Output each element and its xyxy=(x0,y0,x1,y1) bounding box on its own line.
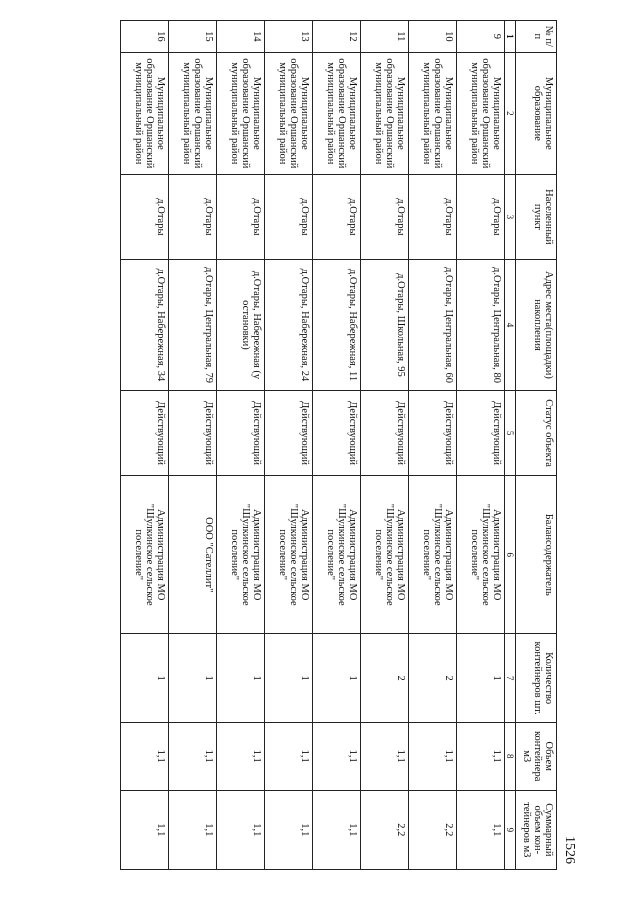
volume-cell: 1,1 xyxy=(265,722,313,790)
address-cell: д.Отары, Набережная, 11 xyxy=(313,259,361,390)
row-number: 13 xyxy=(265,21,313,53)
holder-cell: Администрация МО "Шулкинское сельское поселение" xyxy=(121,476,169,634)
settlement-cell: д.Отары xyxy=(217,174,265,259)
municipality-cell: Муниципальное образование Оршанский муниципальный район xyxy=(457,52,505,174)
column-number: 2 xyxy=(505,52,516,174)
total-volume-cell: 1,1 xyxy=(217,790,265,869)
row-number: 9 xyxy=(457,21,505,53)
header-cell: Суммарный объем кон-тейнеров м3 xyxy=(516,790,557,869)
address-cell: д.Отары, Центральная, 80 xyxy=(457,259,505,390)
municipality-cell: Муниципальное образование Оршанский муниципальный район xyxy=(313,52,361,174)
row-number: 12 xyxy=(313,21,361,53)
row-number: 14 xyxy=(217,21,265,53)
table-row xyxy=(457,21,505,870)
count-cell: 1 xyxy=(313,634,361,722)
holder-cell: Администрация МО "Шулкинское сельское поселение" xyxy=(313,476,361,634)
settlement-cell: д.Отары xyxy=(457,174,505,259)
header-cell: № п/п xyxy=(516,21,557,53)
row-number: 10 xyxy=(409,21,457,53)
header-row xyxy=(516,21,557,870)
municipality-cell: Муниципальное образование Оршанский муниципальный район xyxy=(265,52,313,174)
volume-cell: 1,1 xyxy=(409,722,457,790)
volume-cell: 1,1 xyxy=(313,722,361,790)
address-cell: д.Отары, Набережная, 34 xyxy=(121,259,169,390)
header-cell: Статус объекта xyxy=(516,391,557,476)
table-row xyxy=(169,21,217,870)
holder-cell: Администрация МО "Шулкинское сельское поселение" xyxy=(457,476,505,634)
address-cell: д.Отары, Центральная, 60 xyxy=(409,259,457,390)
count-cell: 1 xyxy=(457,634,505,722)
table-row xyxy=(409,21,457,870)
address-cell: д.Отары, Набережная (у остановки) xyxy=(217,259,265,390)
municipality-cell: Муниципальное образование Оршанский муниципальный район xyxy=(217,52,265,174)
column-number: 8 xyxy=(505,722,516,790)
status-cell: Действующий xyxy=(265,391,313,476)
settlement-cell: д.Отары xyxy=(265,174,313,259)
total-volume-cell: 1,1 xyxy=(121,790,169,869)
header-cell: Количество контейнеров шт. xyxy=(516,634,557,722)
header-cell: Населенный пункт xyxy=(516,174,557,259)
row-number: 15 xyxy=(169,21,217,53)
holder-cell: Администрация МО "Шулкинское сельское поселение" xyxy=(265,476,313,634)
count-cell: 1 xyxy=(121,634,169,722)
total-volume-cell: 1,1 xyxy=(169,790,217,869)
settlement-cell: д.Отары xyxy=(409,174,457,259)
header-cell: Муниципальное образование xyxy=(516,52,557,174)
total-volume-cell: 1,1 xyxy=(457,790,505,869)
status-cell: Действующий xyxy=(121,391,169,476)
settlement-cell: д.Отары xyxy=(313,174,361,259)
count-cell: 1 xyxy=(217,634,265,722)
table-row xyxy=(361,21,409,870)
status-cell: Действующий xyxy=(169,391,217,476)
column-number: 4 xyxy=(505,259,516,390)
column-number-row xyxy=(505,21,516,870)
column-number: 3 xyxy=(505,174,516,259)
holder-cell: Администрация МО "Шулкинское сельское поселение" xyxy=(217,476,265,634)
table-body xyxy=(121,21,505,870)
settlement-cell: д.Отары xyxy=(121,174,169,259)
rotated-page xyxy=(17,20,577,870)
table-row xyxy=(313,21,361,870)
status-cell: Действующий xyxy=(457,391,505,476)
status-cell: Действующий xyxy=(409,391,457,476)
volume-cell: 1,1 xyxy=(217,722,265,790)
volume-cell: 1,1 xyxy=(169,722,217,790)
holder-cell: ООО "Сателлит" xyxy=(169,476,217,634)
total-volume-cell: 2,2 xyxy=(409,790,457,869)
column-number: 6 xyxy=(505,476,516,634)
status-cell: Действующий xyxy=(361,391,409,476)
address-cell: д.Отары, Школьная, 95 xyxy=(361,259,409,390)
count-cell: 2 xyxy=(361,634,409,722)
address-cell: д.Отары, Набережная, 24 xyxy=(265,259,313,390)
table-row xyxy=(265,21,313,870)
waste-sites-table xyxy=(120,20,557,870)
municipality-cell: Муниципальное образование Оршанский муниципальный район xyxy=(361,52,409,174)
header-cell: Балансодержатель xyxy=(516,476,557,634)
total-volume-cell: 1,1 xyxy=(265,790,313,869)
page-number: 1526 xyxy=(562,836,577,864)
municipality-cell: Муниципальное образование Оршанский муниципальный район xyxy=(409,52,457,174)
count-cell: 1 xyxy=(265,634,313,722)
volume-cell: 1,1 xyxy=(361,722,409,790)
column-number: 1 xyxy=(505,21,516,53)
table-row xyxy=(121,21,169,870)
holder-cell: Администрация МО "Шулкинское сельское поселение" xyxy=(409,476,457,634)
total-volume-cell: 1,1 xyxy=(313,790,361,869)
row-number: 11 xyxy=(361,21,409,53)
count-cell: 2 xyxy=(409,634,457,722)
column-number: 9 xyxy=(505,790,516,869)
header-cell: Объем контейнера м3 xyxy=(516,722,557,790)
status-cell: Действующий xyxy=(217,391,265,476)
volume-cell: 1,1 xyxy=(457,722,505,790)
settlement-cell: д.Отары xyxy=(169,174,217,259)
header-cell: Адрес места(площадки) накопления xyxy=(516,259,557,390)
total-volume-cell: 2,2 xyxy=(361,790,409,869)
municipality-cell: Муниципальное образование Оршанский муниципальный район xyxy=(121,52,169,174)
volume-cell: 1,1 xyxy=(121,722,169,790)
count-cell: 1 xyxy=(169,634,217,722)
status-cell: Действующий xyxy=(313,391,361,476)
column-number: 5 xyxy=(505,391,516,476)
municipality-cell: Муниципальное образование Оршанский муниципальный район xyxy=(169,52,217,174)
column-number: 7 xyxy=(505,634,516,722)
holder-cell: Администрация МО "Шулкинское сельское поселение" xyxy=(361,476,409,634)
settlement-cell: д.Отары xyxy=(361,174,409,259)
row-number: 16 xyxy=(121,21,169,53)
table-row xyxy=(217,21,265,870)
address-cell: д.Отары, Центральная, 79 xyxy=(169,259,217,390)
